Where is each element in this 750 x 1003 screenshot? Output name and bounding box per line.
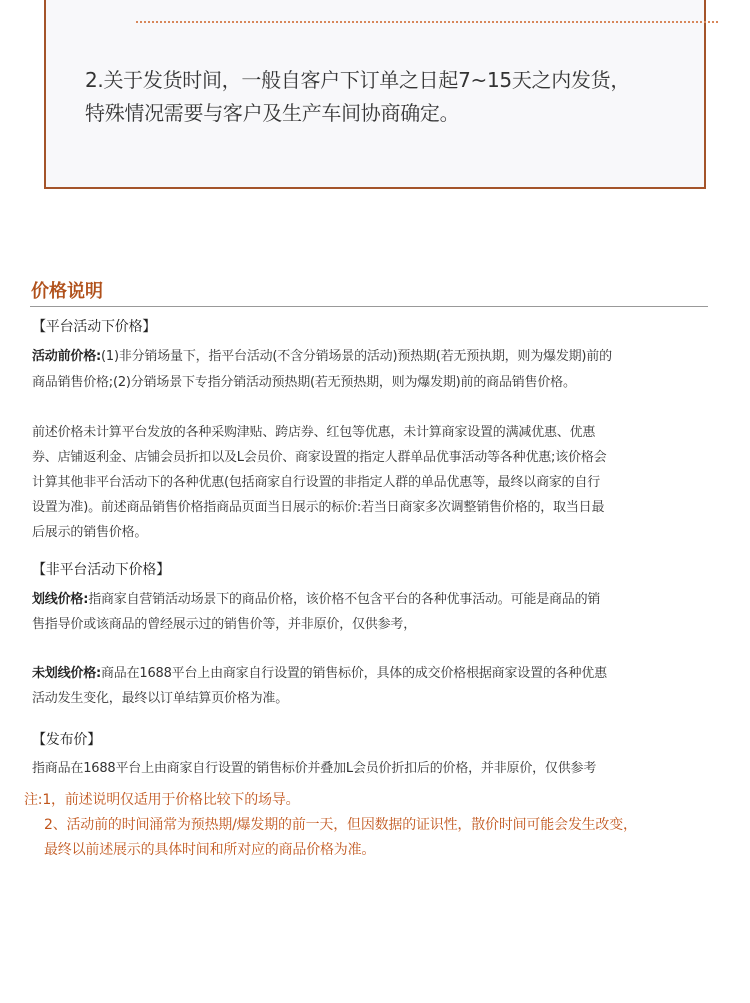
platform-desc-line-1: 前述价格未计算平台发放的各种采购津贴、跨店券、红包等优惠，未计算商家设置的满减优惠、优惠 — [32, 425, 596, 440]
platform-desc-line-4: 设置为准)。前述商品销售价格指商品页面当日展示的标价:若当日商家多次调整销售价格的，取当日最 — [32, 500, 605, 515]
strike-price-label: 划线价格: — [32, 592, 89, 607]
unstrike-price-line-1 — [32, 662, 607, 681]
dotted-divider — [136, 21, 718, 23]
text: 指商家自营销活动场景下的商品价格，该价格不包含平台的各种优事活动。可能是商品的销 — [88, 592, 601, 607]
text: 商品在1688平台上由商家自行设置的销售标价，具体的成交价格根据商家设置的各种优惠 — [101, 666, 607, 681]
release-text: 指商品在1688平台上由商家自行设置的销售标价并叠加L会员价折扣后的价格，并非原价，仅供参考 — [32, 761, 597, 776]
unstrike-price-line-2: 活动发生变化，最终以订单结算页价格为准。 — [32, 691, 289, 706]
platform-desc-line-3: 计算其他非平台活动下的各种优惠(包括商家自行设置的非指定人群的单品优惠等，最终以商家的自行 — [32, 475, 601, 490]
strike-price-line-1 — [32, 588, 600, 607]
text: (1)非分销场量下，指平台活动(不含分销场景的活动)预热期(若无预执期，则为爆发期)前的 — [101, 349, 612, 364]
platform-heading: 【平台活动下价格】 — [32, 319, 157, 335]
note-2-line-1: 2、活动前的时间涌常为预热期/爆发期的前一天，但因数据的证识性，散价时间可能会发生改变， — [44, 817, 637, 833]
delivery-point-2-line-2: 特殊情况需要与客户及生产车间协商确定。 — [85, 101, 460, 125]
non-platform-heading: 【非平台活动下价格】 — [32, 562, 170, 578]
pre-activity-price-line-2: 商品销售价格;(2)分销场景下专指分销活动预热期(若无预热期，则为爆发期)前的商品销售价格。 — [32, 375, 576, 390]
title-divider — [30, 306, 708, 307]
platform-desc-line-2: 券、店铺返利金、店铺会员折扣以及L会员价、商家设置的指定人群单品优事活动等各种优惠;该价格会 — [32, 450, 607, 465]
note-1: 注:1，前述说明仅适用于价格比较下的场导。 — [24, 792, 300, 808]
delivery-info-box — [44, 0, 706, 189]
unstrike-price-label: 未划线价格: — [32, 666, 101, 681]
strike-price-line-2: 售指导价或该商品的曾经展示过的销售价等，并非原价，仅供参考， — [32, 617, 417, 632]
platform-desc-line-5: 后展示的销售价格。 — [32, 525, 148, 540]
note-2-line-2: 最终以前述展示的具体时间和所对应的商品价格为准。 — [44, 842, 376, 858]
section-title: 价格说明 — [31, 281, 103, 302]
pre-activity-price-line-1 — [32, 345, 612, 364]
delivery-point-2-line-1: 2.关于发货时间，一般自客户下订单之日起7~15天之内发货， — [85, 68, 631, 92]
pre-activity-label: 活动前价格: — [32, 349, 101, 364]
release-heading: 【发布价】 — [32, 732, 101, 748]
